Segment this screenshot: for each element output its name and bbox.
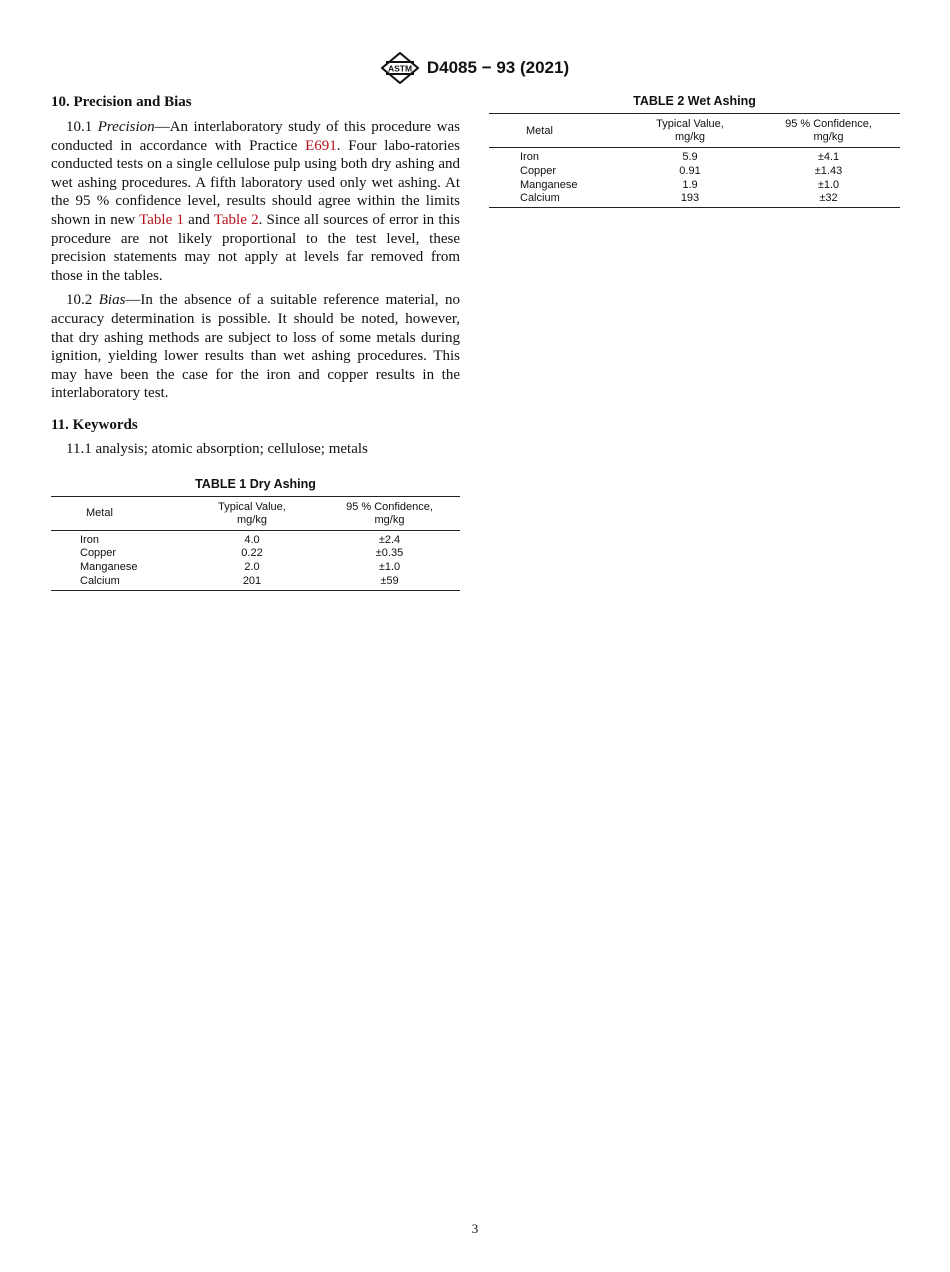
table-1-header-confidence — [319, 496, 460, 530]
table-1-cell-typical: 201 — [242, 574, 262, 587]
table-2-cell-metal: Manganese — [520, 178, 578, 191]
table-1-cell-typical: 4.0 — [244, 533, 260, 546]
table-1-title: TABLE 1 Dry Ashing — [195, 476, 316, 491]
table-2-cell-typical: 5.9 — [682, 151, 698, 163]
table-2-header-confidence — [757, 114, 900, 148]
page-number: 3 — [471, 1221, 479, 1236]
paragraph-10-2-number: 10.2 — [66, 292, 99, 309]
table-row — [489, 148, 900, 165]
link-e691[interactable]: E691 — [305, 137, 337, 154]
table-row — [51, 530, 460, 547]
left-column — [51, 92, 460, 591]
table-2-header-row — [489, 114, 900, 148]
table-2-title: TABLE 2 Wet Ashing — [633, 94, 756, 108]
table-2 — [489, 113, 900, 208]
table-1-cell-confidence: ±0.35 — [375, 547, 404, 560]
table-1-header-typical-line1: Typical Value, — [218, 500, 286, 513]
table-1-cell-metal: Iron — [80, 533, 99, 546]
table-2-cell-typical: 0.91 — [679, 164, 701, 177]
astm-logo-icon — [381, 52, 419, 84]
table-1-header-metal: Metal — [86, 507, 113, 519]
link-table-1[interactable]: Table 1 — [139, 211, 184, 228]
paragraph-10-1-text-c: and — [183, 211, 214, 228]
table-2-cell-metal: Copper — [520, 164, 557, 177]
paragraph-10-1-text-b: . Four labo-ratories conducted tests on a single cellulose pulp using both dry ashing and wet ashing procedures. A fifth laboratory used only wet ashing. At the 95 % confidence level, results should agree within the limits shown in new — [51, 137, 460, 228]
table-1-header-row — [51, 496, 460, 530]
link-table-2[interactable]: Table 2 — [213, 211, 259, 228]
table-row — [489, 192, 900, 207]
table-2-cell-typical: 1.9 — [682, 178, 698, 191]
table-2-header-conf-line1: 95 % Confidence, — [785, 118, 872, 130]
page-header — [0, 52, 950, 84]
table-1-cell-confidence: ±59 — [380, 574, 399, 587]
table-1-header-conf-line1: 95 % Confidence, — [346, 500, 433, 513]
table-2-cell-metal: Calcium — [520, 192, 560, 205]
table-2-cell-confidence: ±1.0 — [817, 178, 840, 191]
table-2-cell-metal: Iron — [520, 151, 539, 163]
term-bias: Bias — [98, 292, 126, 309]
table-2-cell-confidence: ±1.43 — [814, 164, 843, 177]
table-1-cell-typical: 2.0 — [244, 561, 260, 574]
section-11-title: 11. Keywords — [51, 416, 138, 433]
table-2-cell-confidence: ±32 — [819, 192, 838, 205]
paragraph-10-1-text-d: . Since all sources of error in this procedure are not likely proportional to the test level, these precision statements may not apply at levels far removed from those in the tables. — [51, 211, 461, 284]
table-1-block — [51, 477, 460, 591]
table-1-header-typical — [185, 496, 319, 530]
table-row — [51, 575, 460, 590]
table-2-header-typical-line2: mg/kg — [675, 131, 705, 143]
table-row — [489, 179, 900, 193]
table-row — [51, 547, 460, 561]
section-10-title: 10. Precision and Bias — [51, 94, 192, 110]
table-1-cell-confidence: ±1.0 — [378, 561, 401, 574]
table-row — [489, 165, 900, 179]
paragraph-11-1: 11.1 analysis; atomic absorption; cellulose; metals — [66, 440, 368, 457]
table-1-header-conf-line2: mg/kg — [374, 513, 405, 526]
paragraph-10-1-number: 10.1 — [66, 119, 98, 135]
paragraph-10-1 — [51, 118, 460, 285]
paragraph-10-2 — [51, 291, 460, 403]
table-2-header-typical-line1: Typical Value, — [656, 118, 724, 130]
table-1 — [51, 496, 460, 591]
table-1-cell-typical: 0.22 — [241, 547, 263, 560]
table-2-header-conf-line2: mg/kg — [813, 131, 844, 143]
table-2-block — [489, 94, 900, 208]
table-2-cell-typical: 193 — [680, 192, 700, 205]
paragraph-10-1-text-a: —An interlaboratory study of this procedure was conducted in accordance with Practice — [51, 119, 460, 154]
term-precision: Precision — [97, 119, 155, 135]
table-1-cell-metal: Calcium — [80, 574, 120, 587]
table-2-header-metal: Metal — [526, 124, 553, 137]
document-designation: D4085 − 93 (2021) — [426, 58, 570, 77]
paragraph-10-2-text: —In the absence of a suitable reference material, no accuracy determination is possible. It should be noted, however, that dry ashing methods are subject to loss of some metals during ignition, yielding lower results than wet ashing procedures. This may have been the case for the iron and copper results in the interlaboratory test. — [51, 292, 460, 402]
table-1-header-typical-line2: mg/kg — [237, 513, 267, 526]
table-1-cell-metal: Manganese — [80, 561, 138, 574]
table-1-cell-metal: Copper — [80, 547, 117, 560]
table-1-cell-confidence: ±2.4 — [378, 533, 401, 546]
table-2-header-typical — [623, 114, 757, 148]
astm-logo-text: ASTM — [387, 63, 412, 74]
table-2-cell-confidence: ±4.1 — [817, 151, 840, 163]
table-row — [51, 561, 460, 575]
